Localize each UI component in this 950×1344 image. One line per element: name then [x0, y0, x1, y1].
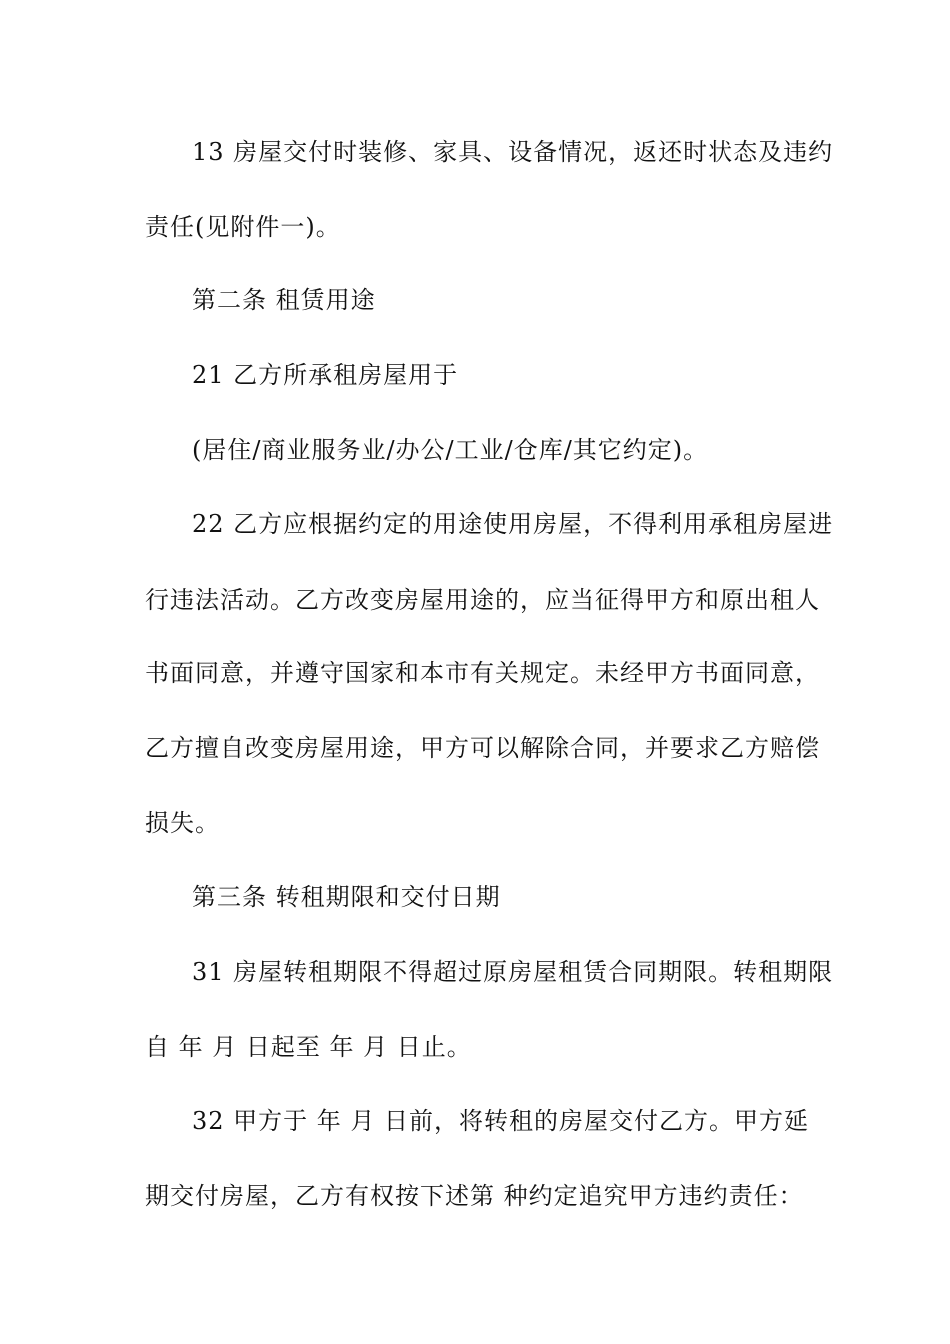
article-2-heading: 第二条 租赁用途	[192, 286, 376, 314]
clause-3-1-line-1: 31 房屋转租期限不得超过原房屋租赁合同期限。转租期限	[192, 958, 834, 986]
clause-2-2-line-1: 22 乙方应根据约定的用途使用房屋，不得利用承租房屋进	[192, 510, 834, 538]
clause-2-2-line-2: 行违法活动。乙方改变房屋用途的，应当征得甲方和原出租人	[145, 586, 820, 614]
clause-3-2-line-1: 32 甲方于 年 月 日前，将转租的房屋交付乙方。甲方延	[192, 1107, 810, 1135]
clause-2-1-line-1: 21 乙方所承租房屋用于	[192, 361, 459, 389]
article-3-heading: 第三条 转租期限和交付日期	[192, 883, 501, 911]
clause-2-1-options: (居住/商业服务业/办公/工业/仓库/其它约定)。	[192, 436, 709, 464]
clause-1-3-line-1: 13 房屋交付时装修、家具、设备情况，返还时状态及违约	[192, 138, 834, 166]
clause-1-3-line-2: 责任(见附件一)。	[145, 213, 341, 241]
clause-2-2-line-5: 损失。	[145, 809, 220, 837]
clause-2-2-line-3: 书面同意，并遵守国家和本市有关规定。未经甲方书面同意，	[145, 659, 820, 687]
clause-3-1-line-2: 自 年 月 日起至 年 月 日止。	[145, 1033, 472, 1061]
clause-3-2-line-2: 期交付房屋，乙方有权按下述第 种约定追究甲方违约责任：	[145, 1182, 804, 1210]
clause-2-2-line-4: 乙方擅自改变房屋用途，甲方可以解除合同，并要求乙方赔偿	[145, 734, 820, 762]
